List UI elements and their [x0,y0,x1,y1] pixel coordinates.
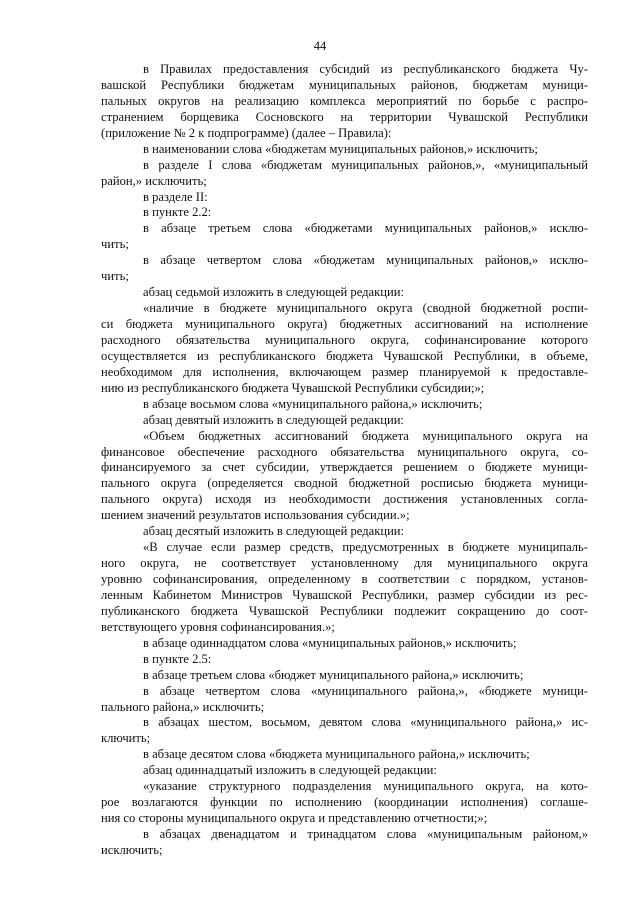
text-line: в абзаце четвертом слова «бюджетам муниципальных районов,» исклю- [143,253,588,268]
text-line: странением борщевика Сосновского на территории Чувашской Республики [101,109,588,124]
text-line: расходного обязательства муниципального округа, софинансирование которого [101,332,588,347]
text-line: ветствующего уровня софинансирования.»; [101,619,335,634]
text-line: уровню софинансирования, определенному в соответствии с порядком, установ- [101,572,588,586]
text-line: в пункте 2.5: [143,651,212,666]
text-line: ного округа, не соответствует установленному для муниципального округа [101,556,588,571]
text-line: в абзаце десятом слова «бюджета муниципального района,» исключить; [143,747,530,762]
text-line: публиканского бюджета Чувашской Республики подлежит сокращению до соот- [101,603,588,618]
text-line: абзац одиннадцатый изложить в следующей редакции: [143,763,437,778]
text-line: в абзацах шестом, восьмом, девятом слова «муниципального района,» ис- [143,715,588,730]
text-line: нию из республиканского бюджета Чувашской Республики субсидии;»; [101,380,485,395]
text-line: в пункте 2.2: [143,205,212,220]
text-line: в абзаце третьем слова «бюджет муниципального района,» исключить; [143,667,524,682]
text-line: в наименовании слова «бюджетам муниципальных районов,» исключить; [143,141,538,156]
text-line: необходимом для исполнения, включающем размер планируемой к предоставле- [101,364,588,379]
text-line: абзац девятый изложить в следующей редакции: [143,412,404,427]
text-line: абзац седьмой изложить в следующей редакции: [143,285,404,300]
body-text [101,62,588,859]
text-line: шением значений результатов использования субсидии.»; [101,508,410,523]
text-line: ния со стороны муниципального округа и представлению отчетности;»; [101,811,488,826]
text-line: пального округа) исходя из необходимости достижения установленных согла- [101,492,588,507]
text-line: в абзаце четвертом слова «муниципального района,», «бюджете муници- [143,683,588,698]
text-line: си бюджета муниципального округа) бюджетных ассигнований на исполнение [101,317,588,331]
text-line: пального района,» исключить; [101,699,265,714]
text-line: осуществляется из республиканского бюджета Чувашской Республики, в объеме, [101,348,588,363]
text-line: рое возлагаются функции по исполнению (координации исполнения) соглаше- [101,795,588,810]
text-line: район,» исключить; [101,173,207,188]
text-line: «Объем бюджетных ассигнований бюджета муниципального округа на [143,428,588,443]
text-line: финансируемого за счет субсидии, утверждается решением о бюджете муници- [101,460,588,475]
text-line: «наличие в бюджете муниципального округа (сводной бюджетной роспи- [143,301,588,316]
text-line: чить; [101,237,129,252]
text-line: в разделе I слова «бюджетам муниципальных районов,», «муниципальный [143,157,588,172]
text-line: в абзацах двенадцатом и тринадцатом слова «муниципальным районом,» [143,827,588,841]
text-line: «В случае если размер средств, предусмотренных в бюджете муниципаль- [143,540,588,555]
text-line: пального округа (определяется сводной бюджетной росписью бюджета муници- [101,476,588,491]
text-line: «указание структурного подразделения муниципального округа, на кото- [143,779,588,794]
text-line: финансовое обеспечение расходного обязательства муниципального округа, со- [101,444,588,459]
text-line: исключить; [101,842,163,857]
text-line: ключить; [101,731,151,746]
text-line: в Правилах предоставления субсидий из республиканского бюджета Чу- [143,62,588,76]
text-line: (приложение № 2 к подпрограмме) (далее – Правила): [101,125,392,140]
text-line: чить; [101,269,129,284]
text-line: ленным Кабинетом Министров Чувашской Республики, размер субсидии из рес- [101,587,588,602]
text-line: пальных округов на реализацию комплекса мероприятий по борьбе с распро- [101,93,588,108]
text-line: в абзаце восьмом слова «муниципального района,» исключить; [143,396,483,411]
text-line: в абзаце третьем слова «бюджетами муниципальных районов,» исклю- [143,221,588,236]
text-line: в разделе II: [143,189,208,204]
text-line: абзац десятый изложить в следующей редакции: [143,524,405,539]
text-line: в абзаце одиннадцатом слова «муниципальных районов,» исключить; [143,635,517,650]
page-number: 44 [313,39,327,53]
text-line: вашской Республики бюджетам муниципальных районов, бюджетам муници- [101,77,588,92]
